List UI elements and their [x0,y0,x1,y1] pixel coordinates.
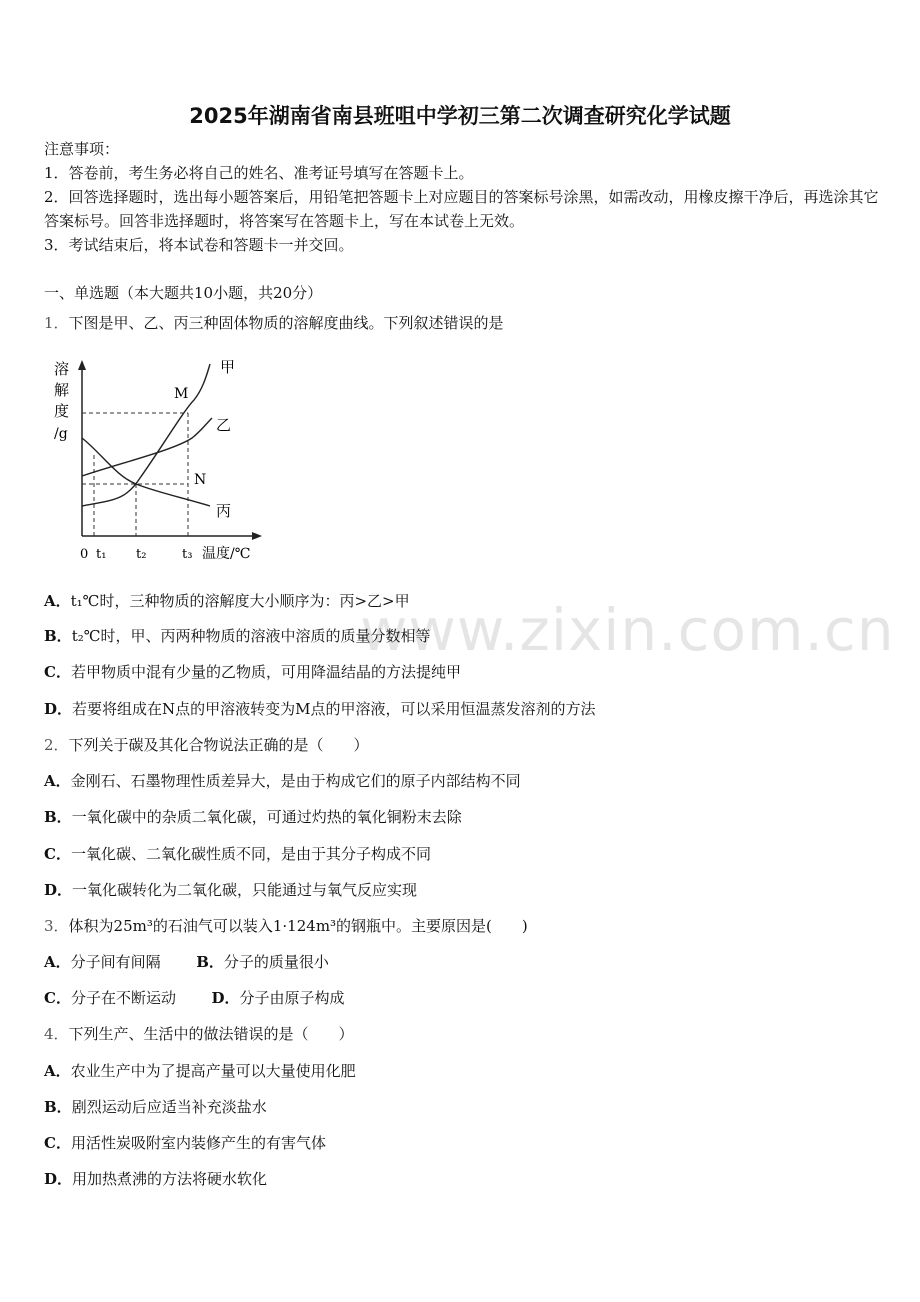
q2-option-a: A．金刚石、石墨物理性质差异大，是由于构成它们的原子内部结构不同 [44,772,521,790]
tick-t2: t₂ [136,547,147,562]
origin-label: 0 [80,547,89,562]
question-3-stem [44,914,528,938]
y-axis-arrow [78,360,86,370]
q4-option-a: A．农业生产中为了提高产量可以大量使用化肥 [44,1062,356,1080]
q3-options-row-1: A．分子间有间隔 B．分子的质量很小 [44,953,329,971]
question-number: 3． [44,917,69,935]
watermark: www.zixin.com.cn [360,596,895,664]
x-axis-arrow [252,532,262,540]
note-item: 2．回答选择题时，选出每小题答案后，用铅笔把答题卡上对应题目的答案标号涂黑，如需改动，用橡皮擦干净后，再选涂其它答案标号。回答非选择题时，将答案写在答题卡上，写在本试卷上无效。 [44,188,879,230]
x-axis-label: 温度/℃ [202,546,251,562]
question-4-stem [44,1022,354,1046]
tick-t3: t₃ [182,547,193,562]
q4-option-c: C．用活性炭吸附室内装修产生的有害气体 [44,1134,326,1152]
solubility-curve-figure [44,350,274,570]
question-number: 2． [44,736,69,754]
y-label-4: /g [54,426,68,442]
q3-options-row-2: C．分子在不断运动 D．分子由原子构成 [44,989,345,1007]
point-label-m: M [174,386,189,402]
question-2-stem [44,733,369,757]
curve-label-jia: 甲 [220,358,236,376]
question-text: 下列关于碳及其化合物说法正确的是（ ） [68,736,369,754]
curve-label-bing: 丙 [216,502,232,520]
exam-title: 2025年湖南省南县班咀中学初三第二次调查研究化学试题 [189,104,731,128]
q1-option-b: B．t₂℃时，甲、丙两种物质的溶液中溶质的质量分数相等 [44,627,431,645]
question-text: 下列生产、生活中的做法错误的是（ ） [68,1025,354,1043]
q1-option-d: D．若要将组成在N点的甲溶液转变为M点的甲溶液，可以采用恒温蒸发溶剂的方法 [44,700,596,718]
q1-option-c: C．若甲物质中混有少量的乙物质，可用降温结晶的方法提纯甲 [44,663,461,681]
note-item: 1．答卷前，考生务必将自己的姓名、准考证号填写在答题卡上。 [44,164,474,182]
q4-option-b: B．剧烈运动后应适当补充淡盐水 [44,1098,267,1116]
q2-option-d: D．一氧化碳转化为二氧化碳，只能通过与氧气反应实现 [44,881,418,899]
note-item: 3．考试结束后，将本试卷和答题卡一并交回。 [44,236,354,254]
q4-option-d: D．用加热煮沸的方法将硬水软化 [44,1170,268,1188]
curve-jia [82,364,210,506]
section-heading: 一、单选题（本大题共10小题，共20分） [44,284,323,302]
q2-option-c: C．一氧化碳、二氧化碳性质不同，是由于其分子构成不同 [44,845,431,863]
question-number: 4． [44,1025,69,1043]
question-1-stem [44,311,504,335]
y-label-3: 度 [54,402,70,420]
notes-heading: 注意事项： [44,140,120,158]
y-label-1: 溶 [54,360,70,378]
y-label-2: 解 [54,381,70,399]
q2-option-b: B．一氧化碳中的杂质二氧化碳，可通过灼热的氧化铜粉末去除 [44,808,462,826]
question-text: 下图是甲、乙、丙三种固体物质的溶解度曲线。下列叙述错误的是 [68,314,504,332]
question-text: 体积为25m³的石油气可以装入1·124m³的钢瓶中。主要原因是( ) [68,917,528,935]
question-number: 1． [44,314,69,332]
q1-option-a: A．t₁℃时，三种物质的溶解度大小顺序为：丙>乙>甲 [44,592,410,610]
point-label-n: N [194,472,207,488]
curve-bing [82,438,210,506]
curve-label-yi: 乙 [216,416,232,434]
tick-t1: t₁ [96,547,107,562]
